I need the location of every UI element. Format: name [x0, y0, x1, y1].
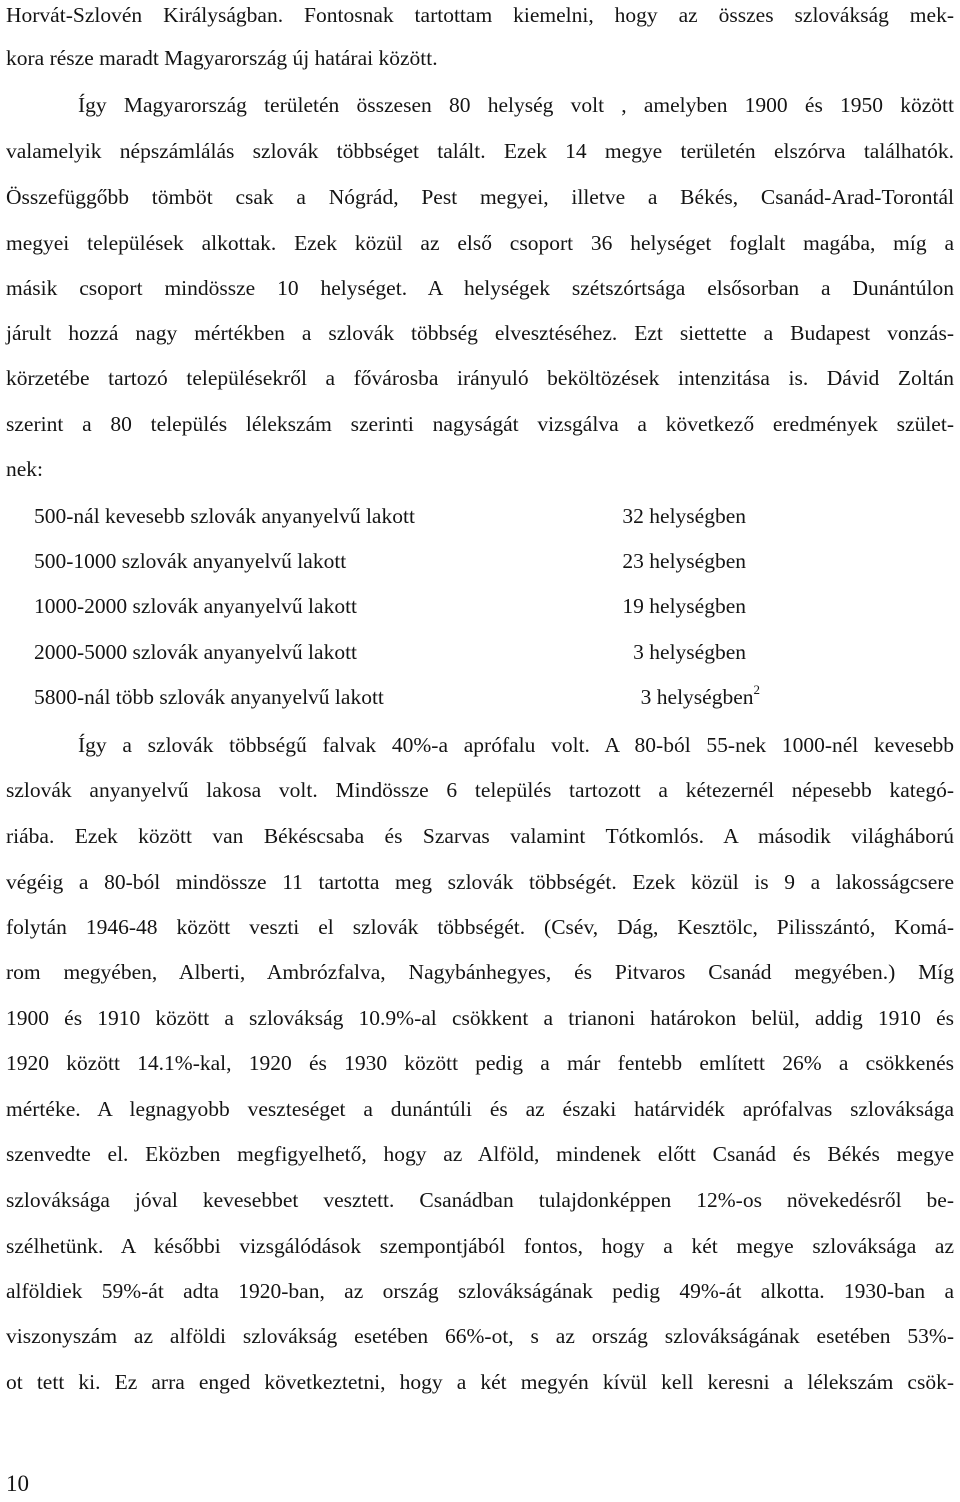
text-line: 1900 és 1910 között a szlovákság 10.9%-al csökkent a trianoni határokon belül, addig 1910 és: [6, 1006, 954, 1030]
row-count: 23 helységben: [622, 549, 746, 573]
row-count: 32 helységben: [622, 504, 746, 528]
text-line: valamelyik népszámlálás szlovák többséget talált. Ezek 14 megye területén elszórva találhatók.: [6, 139, 954, 163]
text-line: Horvát-Szlovén Királyságban. Fontosnak tartottam kiemelni, hogy az összes szlovákság mek-: [6, 3, 954, 27]
row-label: 500-1000 szlovák anyanyelvű lakott: [34, 549, 347, 573]
text-line: kora része maradt Magyarország új határai között.: [6, 46, 438, 70]
text-line: Így Magyarország területén összesen 80 helység volt , amelyben 1900 és 1950 között: [78, 93, 954, 117]
row-label: 500-nál kevesebb szlovák anyanyelvű lakott: [34, 504, 415, 528]
row-count: 19 helységben: [622, 594, 746, 618]
text-line: szenvedte el. Eközben megfigyelhető, hogy az Alföld, mindenek előtt Csanád és Békés megye: [6, 1142, 954, 1166]
row-label: 1000-2000 szlovák anyanyelvű lakott: [34, 594, 358, 618]
text-line: nek:: [6, 457, 44, 481]
footnote-marker: 2: [753, 681, 760, 697]
text-line: viszonyszám az alföldi szlovákság esetében 66%-ot, s az ország szlovákságának esetében 53%-: [6, 1324, 954, 1348]
text-line: végéig a 80-ból mindössze 11 tartotta meg szlovák többségét. Ezek közül is 9 a lakosságcsere: [6, 870, 954, 894]
text-line: körzetébe tartozó településekről a fővárosba irányuló beköltözések intenzitása is. Dávid Zoltán: [6, 366, 954, 390]
text-line: mértéke. A legnagyobb veszteséget a dunántúli és az északi határvidék aprófalvas szlováksága: [6, 1097, 954, 1121]
text-line: riába. Ezek között van Békéscsaba és Szarvas valamint Tótkomlós. A második világháború: [6, 824, 954, 848]
text-line: szélhetünk. A későbbi vizsgálódások szempontjából fontos, hogy a két megye szlováksága az: [6, 1234, 954, 1258]
text-line: megyei települések alkottak. Ezek közül az első csoport 36 helységet foglalt magába, míg a: [6, 231, 954, 255]
text-line: szlováksága jóval kevesebbet vesztett. Csanádban tulajdonképpen 12%-os növekedésről be-: [6, 1188, 954, 1212]
text-line: ot tett ki. Ez arra enged következtetni, hogy a két megyén kívül kell keresni a lélekszám csök-: [6, 1370, 954, 1394]
text-line: alföldiek 59%-át adta 1920-ban, az ország szlovákságának pedig 49%-át alkotta. 1930-ban a: [6, 1279, 954, 1303]
text-line: szerint a 80 település lélekszám szerinti nagyságát vizsgálva a következő eredmények szület-: [6, 412, 954, 436]
page-number: 10: [6, 1471, 29, 1496]
row-count: 3 helységben$^2$: [640, 681, 760, 709]
text-line: 1920 között 14.1%-kal, 1920 és 1930 között pedig a már fentebb említett 26% a csökkenés: [6, 1051, 954, 1075]
row-label: 2000-5000 szlovák anyanyelvű lakott: [34, 640, 358, 664]
text-line: folytán 1946-48 között veszti el szlovák többségét. (Csév, Dág, Kesztölc, Pilisszántó, Komá-: [6, 915, 954, 939]
row-label: 5800-nál több szlovák anyanyelvű lakott: [34, 685, 384, 709]
text-line: szlovák anyanyelvű lakosa volt. Mindössze 6 település tartozott a kétezernél népesebb kategó-: [6, 778, 954, 802]
text-line: Így a szlovák többségű falvak 40%-a aprófalu volt. A 80-ból 55-nek 1000-nél kevesebb: [78, 733, 954, 757]
text-line: járult hozzá nagy mértékben a szlovák többség elvesztéséhez. Ezt siettette a Budapest vonzás-: [6, 321, 954, 345]
text-line: Összefüggőbb tömböt csak a Nógrád, Pest megyei, illetve a Békés, Csanád-Arad-Torontál: [6, 185, 954, 209]
text-line: másik csoport mindössze 10 helységet. A helységek szétszórtsága elsősorban a Dunántúlon: [6, 276, 954, 300]
text-line: rom megyében, Alberti, Ambrózfalva, Nagybánhegyes, és Pitvaros Csanád megyében.) Míg: [6, 960, 954, 984]
row-count: 3 helységben: [633, 640, 746, 664]
